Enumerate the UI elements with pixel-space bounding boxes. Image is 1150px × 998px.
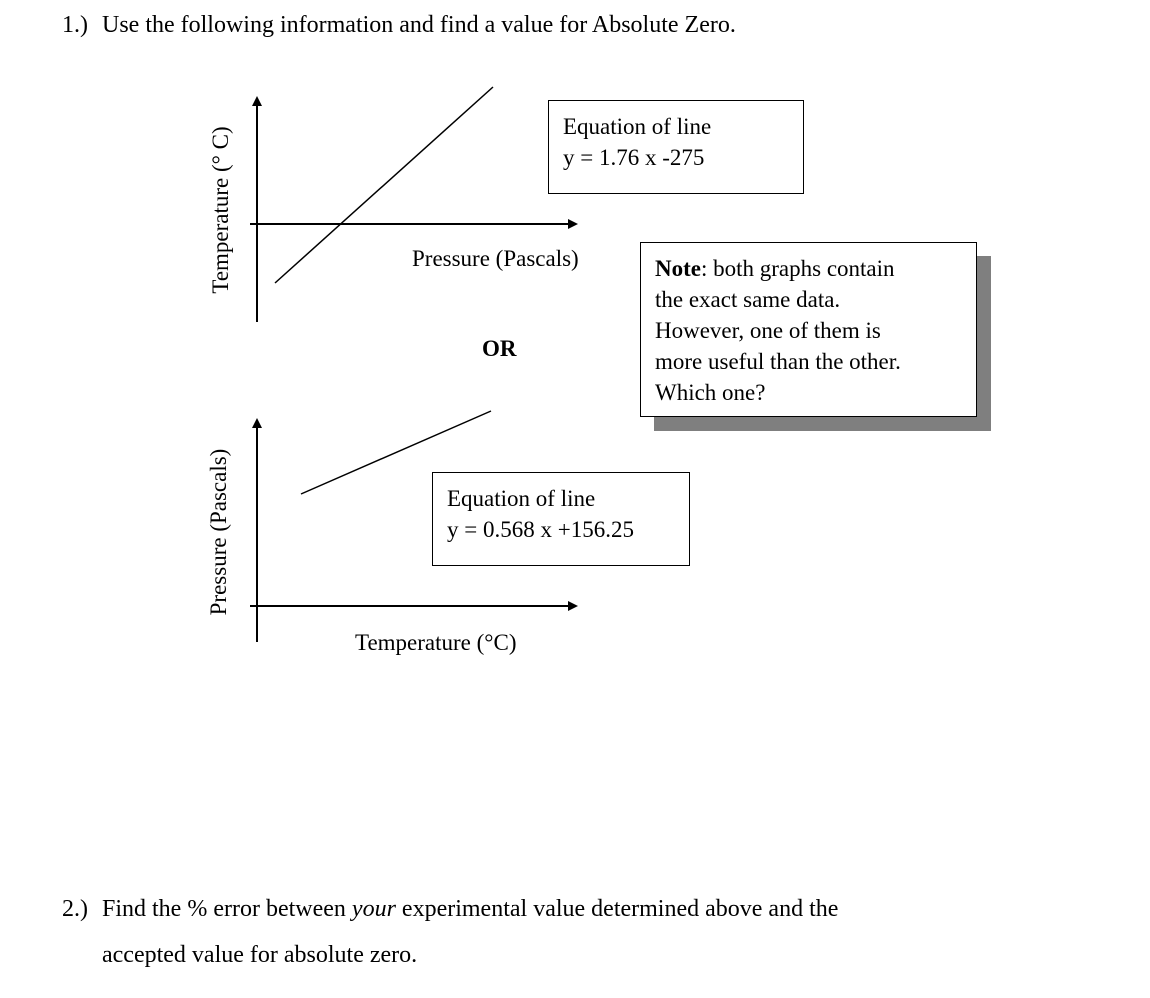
note-line-1 — [655, 253, 962, 284]
note-label: Note — [655, 256, 701, 281]
question-1-text: Use the following information and find a value for Absolute Zero. — [102, 12, 736, 38]
note-line-5: Which one? — [655, 380, 766, 405]
graph2-x-axis-label: Temperature (°C) — [355, 630, 517, 655]
question-1-number: 1.) — [62, 12, 88, 38]
question-2-line-2: accepted value for absolute zero. — [102, 942, 418, 968]
graph1-equation-box — [548, 100, 804, 194]
question-2 — [62, 886, 838, 978]
question-2-text-after: experimental value determined above and the — [395, 896, 839, 922]
graph2-y-axis-label: Pressure (Pascals) — [206, 448, 231, 616]
graph2-equation-box — [432, 472, 690, 566]
note-box — [640, 242, 977, 417]
graph1-equation-title: Equation of line — [563, 114, 712, 139]
graph1-equation: y = 1.76 x -275 — [563, 145, 705, 170]
graph2-equation-title: Equation of line — [447, 486, 596, 511]
graph2-equation: y = 0.568 x +156.25 — [447, 517, 634, 542]
question-2-text-before: Find the % error between — [102, 896, 352, 922]
note-line-2: the exact same data. — [655, 287, 841, 312]
note-line-3: However, one of them is — [655, 318, 881, 343]
question-2-number: 2.) — [62, 896, 88, 922]
question-2-line-1 — [62, 886, 838, 932]
or-separator: OR — [482, 336, 517, 361]
graph1-y-axis-label: Temperature (° C) — [208, 126, 233, 294]
question-2-emphasis: your — [351, 896, 396, 922]
note-line-4: more useful than the other. — [655, 349, 901, 374]
note-line-1-text: : both graphs contain — [700, 256, 895, 281]
graph1-x-axis-label: Pressure (Pascals) — [412, 246, 579, 271]
